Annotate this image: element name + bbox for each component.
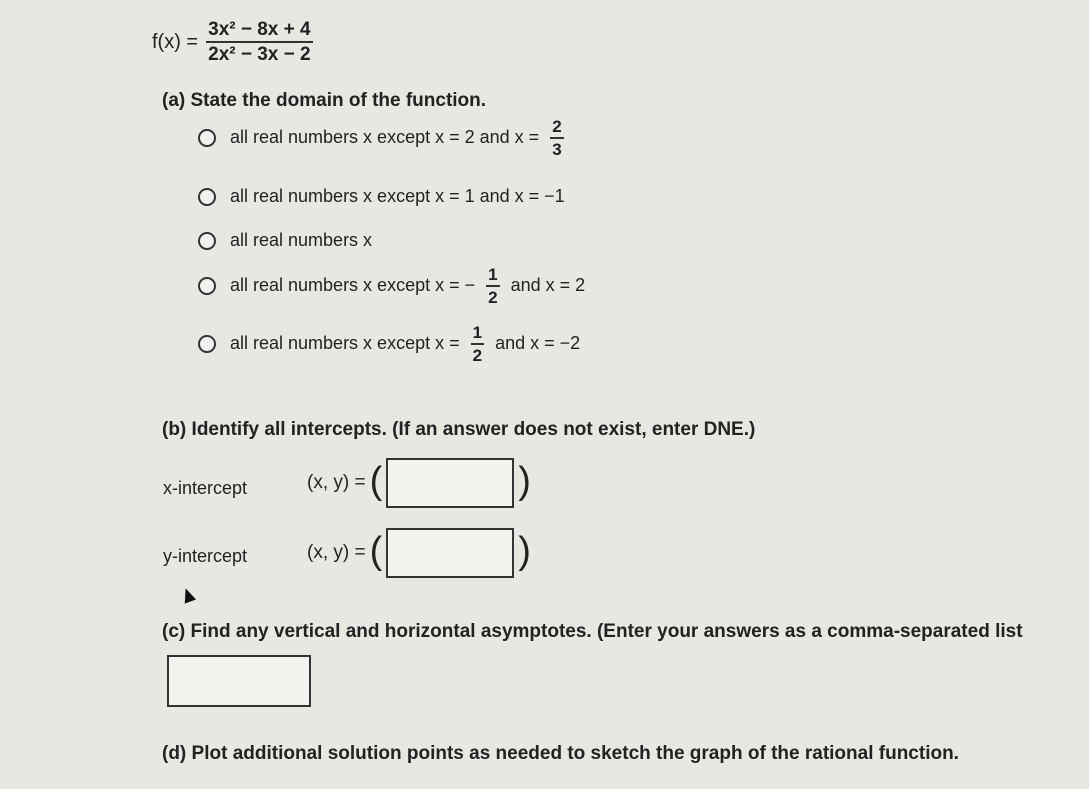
open-paren: (: [369, 460, 383, 502]
radio-button[interactable]: [198, 232, 216, 250]
domain-option-5[interactable]: [198, 324, 580, 364]
part-c-question: (c) Find any vertical and horizontal asymptotes. (Enter your answers as a comma-separated list: [162, 621, 1023, 642]
y-intercept-input[interactable]: [386, 528, 514, 578]
function-fraction: [206, 20, 312, 64]
option-1-text: all real numbers x except x = 2 and x = $\frac{2}{3}$: [230, 117, 562, 159]
part-d-question: (d) Plot additional solution points as needed to sketch the graph of the rational function.: [162, 743, 959, 764]
domain-option-2[interactable]: [198, 186, 565, 207]
radio-button[interactable]: [198, 277, 216, 295]
radio-button[interactable]: [198, 129, 216, 147]
option-2-text: all real numbers x except x = 1 and x = −1: [230, 186, 565, 206]
option-3-text: all real numbers x: [230, 230, 373, 250]
x-intercept-expression: (x, y) =: [307, 472, 366, 493]
open-paren: (: [369, 530, 383, 572]
close-paren: ): [518, 460, 531, 502]
function-numerator: 3x² − 8x + 4: [206, 20, 312, 43]
function-denominator: 2x² − 3x − 2: [208, 44, 311, 65]
x-intercept-input[interactable]: [386, 458, 514, 508]
part-a-question: (a) State the domain of the function.: [162, 90, 487, 111]
radio-button[interactable]: [198, 188, 216, 206]
domain-option-4[interactable]: [198, 266, 585, 306]
part-b-question: (b) Identify all intercepts. (If an answer does not exist, enter DNE.): [162, 419, 756, 440]
option-4-text: all real numbers x except x = − $\frac{1}{2}$ and x = 2: [230, 265, 586, 307]
domain-option-1[interactable]: [198, 118, 570, 158]
radio-button[interactable]: [198, 335, 216, 353]
y-intercept-row: [307, 528, 535, 578]
y-intercept-label: y-intercept: [163, 546, 248, 566]
domain-option-3[interactable]: [198, 230, 372, 251]
mouse-cursor-icon: [180, 586, 196, 603]
option-5-text: all real numbers x except x = $\frac{1}{2}$ and x = −2: [230, 323, 581, 365]
option-1-fraction: $\frac{2}{3}$: [552, 117, 562, 159]
y-intercept-expression: (x, y) =: [307, 542, 366, 563]
function-definition: [152, 20, 313, 64]
function-label: f(x) =: [152, 30, 199, 53]
option-4-fraction: $\frac{1}{2}$: [488, 265, 498, 307]
x-intercept-row: [307, 458, 535, 508]
option-5-fraction: $\frac{1}{2}$: [472, 323, 483, 365]
x-intercept-label: x-intercept: [163, 478, 248, 498]
close-paren: ): [518, 530, 531, 572]
asymptotes-input[interactable]: [167, 655, 311, 707]
